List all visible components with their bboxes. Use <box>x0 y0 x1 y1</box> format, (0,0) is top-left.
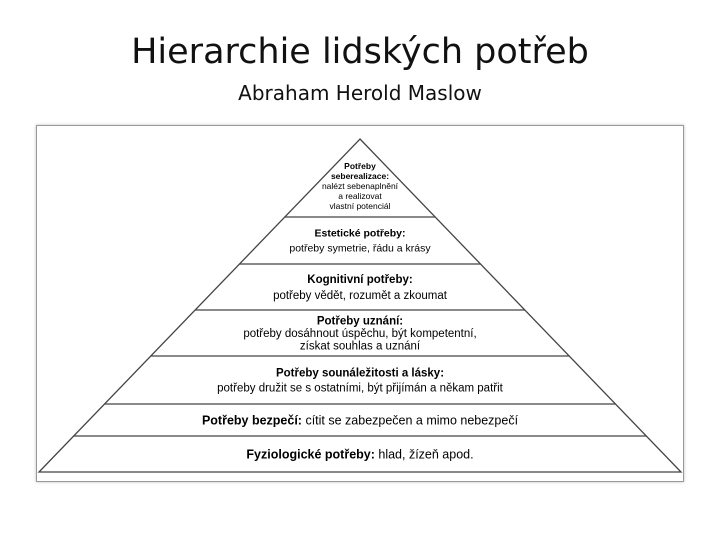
pyramid-level-4-line: Potřeby uznání: <box>316 315 404 328</box>
pyramid-level-2-line: potřeby symetrie, řádu a krásy <box>289 242 431 255</box>
page-title: Hierarchie lidských potřeb <box>131 32 589 72</box>
pyramid-level-4-line: získat souhlas a uznání <box>299 340 421 353</box>
pyramid-level-5-line: potřeby družit se s ostatními, být přijímán a někam patřit <box>217 382 503 395</box>
pyramid-level-1-line: a realizovat <box>338 190 382 201</box>
pyramid-level-3-line: potřeby vědět, rozumět a zkoumat <box>273 290 447 303</box>
pyramid-level-6-line: Potřeby bezpečí: cítit se zabezpečen a mimo nebezpečí <box>201 413 519 428</box>
pyramid-level-4-line: potřeby dosáhnout úspěchu, být kompetentní, <box>243 328 477 341</box>
page-subtitle: Abraham Herold Maslow <box>238 81 482 105</box>
pyramid-level-3-line: Kognitivní potřeby: <box>307 274 413 287</box>
pyramid-level-5-line: Potřeby sounáležitosti a lásky: <box>275 367 445 380</box>
pyramid-level-2-line: Estetické potřeby: <box>314 227 406 240</box>
pyramid-level-6 <box>202 413 519 427</box>
pyramid-level-7 <box>246 447 473 461</box>
pyramid-level-1-line: seberealizace: <box>330 170 390 181</box>
pyramid-level-1-line: nalézt sebenaplnění <box>321 180 399 191</box>
maslow-pyramid <box>37 126 683 481</box>
pyramid-level-1-line: vlastní potenciál <box>329 200 391 211</box>
pyramid-level-1-line: Potřeby <box>344 160 376 171</box>
pyramid-figure <box>36 125 684 482</box>
pyramid-level-7-line: Fyziologické potřeby: hlad, žízeň apod. <box>246 447 474 462</box>
